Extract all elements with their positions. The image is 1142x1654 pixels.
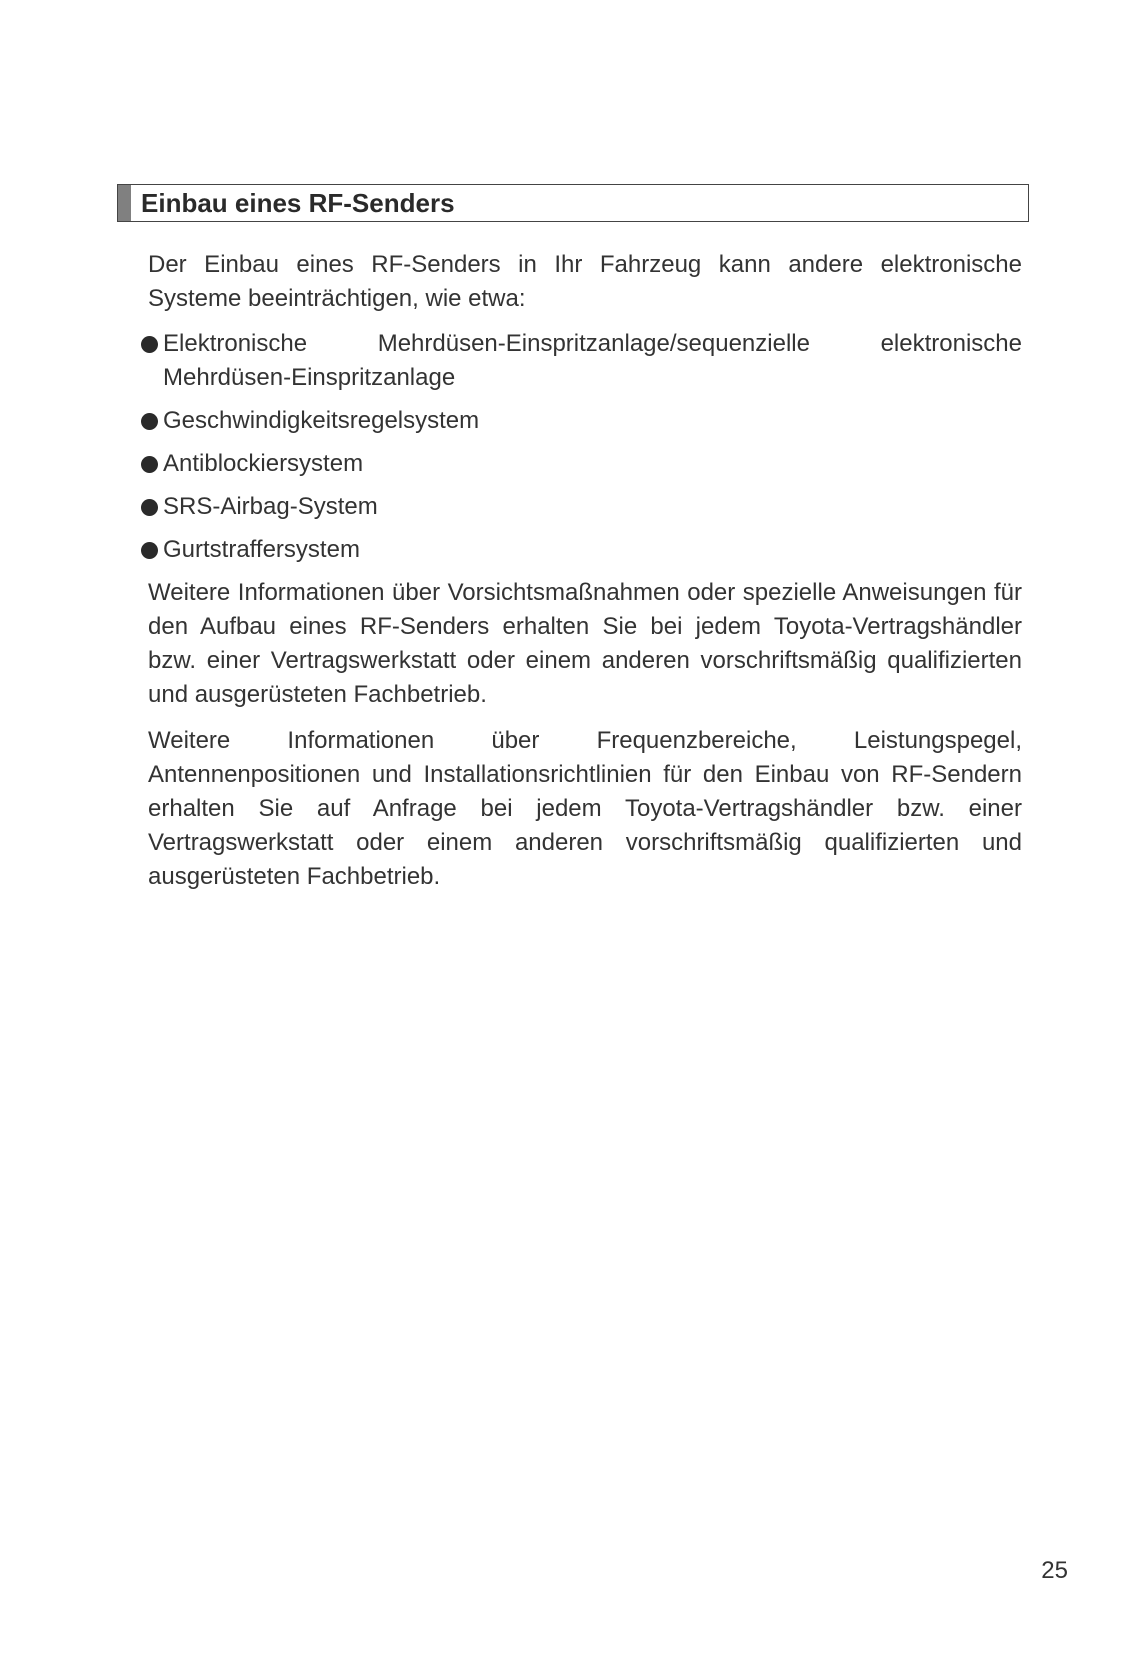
page-number: 25 [1041,1557,1068,1584]
list-item-text: SRS-Airbag-System [163,493,378,520]
bullet-icon [141,542,158,559]
page-content [148,248,1022,894]
section-header [117,184,1029,222]
bullet-list [141,327,1022,567]
bullet-icon [141,336,158,353]
frequency-info-paragraph: Weitere Informationen über Frequenzbereiche, Leistungspegel, Antennenpositionen und Installationsrichtlinien für den Einbau von RF-Sendern erhalten Sie auf Anfrage bei jedem Toyota-Vertragshändler bzw. einer Vertragswerkstatt oder einem anderen vorschriftsmäßig qualifizierten und ausgerüsteten Fachbetrieb. [148,727,1022,890]
list-item [141,404,1022,438]
list-item-text: Elektronische Mehrdüsen-Einspritzanlage/sequenzielle elektronische Mehrdüsen-Einspritzanlage [163,330,1022,391]
bullet-icon [141,456,158,473]
section-marker [118,185,131,221]
list-item-text: Antiblockiersystem [163,450,364,477]
list-item [141,447,1022,481]
list-item [141,490,1022,524]
list-item [141,533,1022,567]
precautions-paragraph: Weitere Informationen über Vorsichtsmaßnahmen oder spezielle Anweisungen für den Aufbau eines RF-Senders erhalten Sie bei jedem Toyota-Vertragshändler bzw. einer Vertragswerkstatt oder einem anderen vorschriftsmäßig qualifizierten und ausgerüsteten Fachbetrieb. [148,579,1022,708]
list-item-text: Geschwindigkeitsregelsystem [163,407,480,434]
section-title: Einbau eines RF-Senders [141,188,455,218]
intro-paragraph: Der Einbau eines RF-Senders in Ihr Fahrzeug kann andere elektronische Systeme beeinträchtigen, wie etwa: [148,251,1022,312]
list-item-text: Gurtstraffersystem [163,536,360,563]
list-item [141,327,1022,395]
bullet-icon [141,499,158,516]
bullet-icon [141,413,158,430]
